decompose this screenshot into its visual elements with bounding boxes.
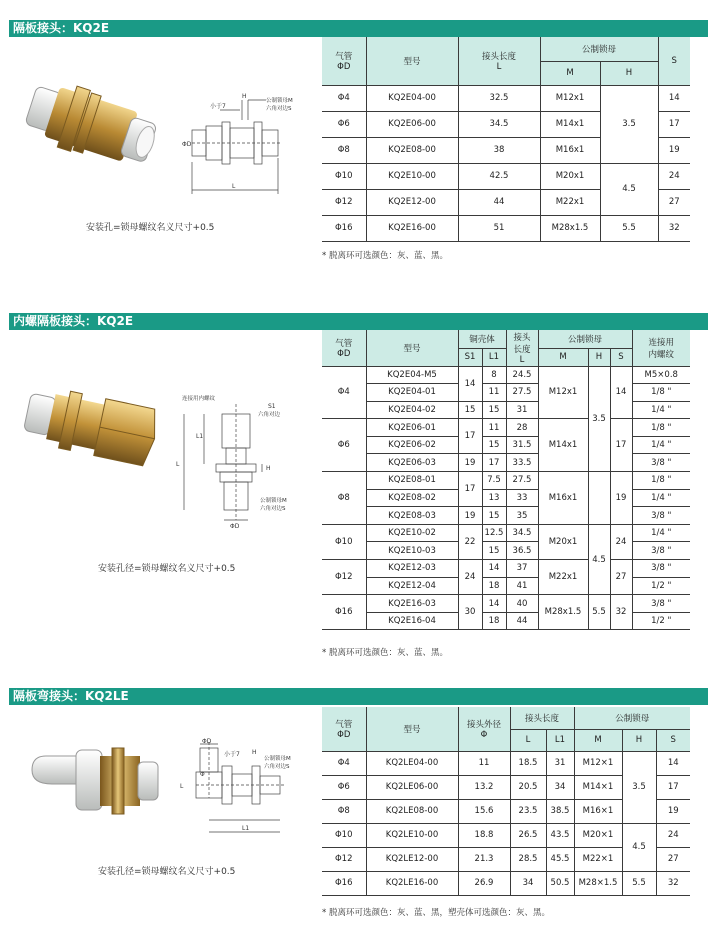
table-cell: Φ16 (322, 215, 366, 241)
table-cell: 18.5 (510, 751, 546, 775)
th-nut: 公制锁母 (538, 330, 632, 348)
table-row (322, 85, 690, 111)
table-cell: 27 (656, 847, 690, 871)
table-cell: 31.5 (506, 436, 538, 454)
table-cell: M22x1 (540, 189, 600, 215)
th-len: 接头长度 (510, 707, 574, 729)
table-cell: 24 (458, 560, 482, 595)
table-cell: 34.5 (506, 524, 538, 542)
section2-title: 内螺隔板接头：KQ2E (9, 313, 708, 330)
table-cell: 41 (506, 577, 538, 595)
table-row (322, 419, 690, 437)
h-cell: 3.5 (600, 85, 658, 163)
table-cell: 18 (482, 577, 506, 595)
table-row (322, 560, 690, 578)
label-D: ΦD (182, 141, 192, 148)
section3-spec-table (322, 707, 690, 896)
table-cell: 14 (656, 751, 690, 775)
table-cell: 17 (458, 419, 482, 454)
table-cell: 28.5 (510, 847, 546, 871)
table-cell: KQ2E04-00 (366, 85, 458, 111)
table-cell: 44 (458, 189, 540, 215)
table-cell: 45.5 (546, 847, 574, 871)
table-cell: 13 (482, 489, 506, 507)
table-cell: 27.5 (506, 384, 538, 402)
label-small7: 小于7 (210, 103, 226, 110)
section2-note: * 脱离环可选颜色：灰、蓝、黑。 (322, 648, 448, 658)
table-cell: 19 (658, 137, 690, 163)
table-cell: 15 (482, 436, 506, 454)
label-L: L (176, 461, 180, 468)
kq2e-dimension-drawing (180, 90, 300, 196)
table-cell: 38 (458, 137, 540, 163)
label-D: ΦD (230, 523, 240, 530)
table-cell: 15 (482, 507, 506, 525)
label-hexS: 六角对边S (260, 506, 286, 512)
kq2e-product-photo (20, 78, 160, 170)
table-cell: KQ2E06-02 (366, 436, 458, 454)
label-nut: 公制锁母M (266, 98, 293, 104)
table-cell: 20.5 (510, 775, 546, 799)
table-cell: KQ2E08-02 (366, 489, 458, 507)
th-H: H (588, 348, 610, 366)
table-row (322, 871, 690, 895)
label-L: L (180, 783, 184, 790)
section1-install-note: 安装孔=锁母螺纹名义尺寸+0.5 (86, 223, 215, 233)
table-cell: 3/8 " (632, 542, 690, 560)
table-cell: 34.5 (458, 111, 540, 137)
table-cell: 22 (458, 524, 482, 559)
table-cell: 13.2 (458, 775, 510, 799)
table-cell: Φ6 (322, 419, 366, 472)
table-cell: Φ16 (322, 595, 366, 630)
table-cell: M22×1 (574, 847, 622, 871)
table-cell: Φ8 (322, 472, 366, 525)
th-L: L (510, 729, 546, 751)
table-cell: Φ4 (322, 85, 366, 111)
table-cell: 1/2 " (632, 577, 690, 595)
table-cell: 17 (658, 111, 690, 137)
table-cell: M5×0.8 (632, 366, 690, 384)
th-tube: 气管 ΦD (322, 707, 366, 751)
table-cell: Φ10 (322, 163, 366, 189)
table-cell: 24 (610, 524, 632, 559)
table-cell: KQ2LE12-00 (366, 847, 458, 871)
table-cell: Φ10 (322, 524, 366, 559)
label-nut: 公制锁母M (260, 498, 287, 504)
th-S: S (610, 348, 632, 366)
table-cell: 30 (458, 595, 482, 630)
table-row (322, 472, 690, 490)
label-D: ΦD (202, 738, 212, 745)
table-cell: KQ2E12-03 (366, 560, 458, 578)
th-L1: L1 (546, 729, 574, 751)
table-cell: KQ2E16-04 (366, 612, 458, 630)
table-cell: KQ2LE08-00 (366, 799, 458, 823)
table-cell: M16x1 (540, 137, 600, 163)
table-cell: KQ2E08-03 (366, 507, 458, 525)
table-cell: KQ2E04-M5 (366, 366, 458, 384)
label-H: H (266, 465, 271, 472)
table-cell: 37 (506, 560, 538, 578)
table-cell: Φ4 (322, 751, 366, 775)
th-model: 型号 (366, 707, 458, 751)
table-cell: 5.5 (588, 595, 610, 630)
table-cell: 3/8 " (632, 595, 690, 613)
table-cell: Φ6 (322, 111, 366, 137)
th-L1: L1 (482, 348, 506, 366)
table-cell: 17 (482, 454, 506, 472)
table-cell: KQ2E16-03 (366, 595, 458, 613)
table-cell: KQ2E12-00 (366, 189, 458, 215)
th-length: 接头长度 L (458, 37, 540, 85)
table-row (322, 507, 690, 525)
table-cell: 14 (658, 85, 690, 111)
table-cell: KQ2LE04-00 (366, 751, 458, 775)
table-cell: 36.5 (506, 542, 538, 560)
label-S1: S1 (268, 403, 276, 410)
section1-spec-table (322, 37, 690, 242)
section1-title: 隔板接头：KQ2E (9, 20, 708, 37)
th-tube: 气管 ΦD (322, 37, 366, 85)
table-cell: 4.5 (588, 524, 610, 594)
table-row (322, 577, 690, 595)
table-cell: Φ16 (322, 871, 366, 895)
table-cell: 33.5 (506, 454, 538, 472)
th-od: 接头外径 Φ (458, 707, 510, 751)
table-cell: KQ2E06-00 (366, 111, 458, 137)
table-cell: M22x1 (538, 560, 588, 595)
label-hex: 六角对边S (264, 764, 290, 770)
table-cell: M20×1 (574, 823, 622, 847)
th-len: 接头 长度 L (506, 330, 538, 366)
table-cell: KQ2E10-02 (366, 524, 458, 542)
table-cell: 3.5 (622, 751, 656, 823)
table-cell: KQ2E10-03 (366, 542, 458, 560)
table-cell: 1/8 " (632, 384, 690, 402)
th-nut: 公制锁母 (540, 37, 658, 61)
th-M: M (538, 348, 588, 366)
table-cell: 1/4 " (632, 489, 690, 507)
table-cell: Φ8 (322, 799, 366, 823)
table-cell: 1/8 " (632, 472, 690, 490)
th-tube: 气管 ΦD (322, 330, 366, 366)
table-cell: M28x1.5 (538, 595, 588, 630)
th-conn: 连接用 内螺纹 (632, 330, 690, 366)
table-cell: 27.5 (506, 472, 538, 490)
table-cell: M20x1 (538, 524, 588, 559)
table-cell: 14 (458, 366, 482, 401)
th-model: 型号 (366, 37, 458, 85)
label-nut: 公制锁母M (264, 756, 291, 762)
table-cell: 42.5 (458, 163, 540, 189)
th-S1: S1 (458, 348, 482, 366)
table-cell: 50.5 (546, 871, 574, 895)
table-row (322, 454, 690, 472)
label-H: H (242, 93, 247, 100)
table-cell: 44 (506, 612, 538, 630)
table-row (322, 366, 690, 384)
table-cell: 33 (506, 489, 538, 507)
table-cell: KQ2LE06-00 (366, 775, 458, 799)
kq2e-female-dimension-drawing (176, 390, 306, 530)
section3-install-note: 安装孔径=锁母螺纹名义尺寸+0.5 (98, 867, 236, 877)
table-cell: 32 (610, 595, 632, 630)
table-cell: M28x1.5 (540, 215, 600, 241)
table-row (322, 524, 690, 542)
table-cell: M14x1 (540, 111, 600, 137)
table-row (322, 612, 690, 630)
th-body: 铜壳体 (458, 330, 506, 348)
table-cell (588, 472, 610, 525)
table-cell: 23.5 (510, 799, 546, 823)
table-cell: 14 (482, 595, 506, 613)
table-cell: M12×1 (574, 751, 622, 775)
table-cell: 11 (482, 419, 506, 437)
table-cell: KQ2LE10-00 (366, 823, 458, 847)
table-cell: 14 (610, 366, 632, 419)
table-cell: 24.5 (506, 366, 538, 384)
table-cell: 8 (482, 366, 506, 384)
th-S: S (656, 729, 690, 751)
table-cell: 3/8 " (632, 560, 690, 578)
th-H: H (622, 729, 656, 751)
table-cell: KQ2LE16-00 (366, 871, 458, 895)
table-cell: 1/8 " (632, 419, 690, 437)
section1-note: * 脱离环可选颜色：灰、蓝、黑。 (322, 251, 448, 261)
table-cell: M28×1.5 (574, 871, 622, 895)
table-cell: 26.5 (510, 823, 546, 847)
table-cell: 18 (482, 612, 506, 630)
table-row (322, 401, 690, 419)
table-row (322, 163, 690, 189)
table-row (322, 542, 690, 560)
table-cell: 26.9 (458, 871, 510, 895)
table-cell: KQ2E06-01 (366, 419, 458, 437)
table-cell: 11 (458, 751, 510, 775)
label-small7: 小于7 (224, 751, 240, 758)
table-cell: M16×1 (574, 799, 622, 823)
table-cell: Φ4 (322, 366, 366, 419)
table-cell: 34 (546, 775, 574, 799)
table-row (322, 595, 690, 613)
table-cell: 17 (458, 472, 482, 507)
h-cell: 4.5 (600, 163, 658, 215)
table-cell: 19 (458, 507, 482, 525)
label-hex: 六角对边S (266, 106, 292, 112)
table-cell: M20x1 (540, 163, 600, 189)
kq2e-female-product-photo (20, 380, 160, 470)
table-cell: 12.5 (482, 524, 506, 542)
table-cell: 1/4 " (632, 524, 690, 542)
section2-spec-table (322, 330, 690, 630)
table-cell: M16x1 (538, 472, 588, 525)
h-cell: 5.5 (600, 215, 658, 241)
section3-note: * 脱离环可选颜色：灰、蓝、黑，塑壳体可选颜色：灰、黑。 (322, 908, 550, 918)
table-cell: 18.8 (458, 823, 510, 847)
table-cell: 15 (482, 401, 506, 419)
label-thread: 连接用内螺纹 (182, 396, 216, 402)
table-cell: 1/4 " (632, 436, 690, 454)
table-cell: KQ2E10-00 (366, 163, 458, 189)
th-M: M (540, 61, 600, 85)
table-cell: 31 (546, 751, 574, 775)
kq2le-product-photo (22, 740, 162, 830)
table-cell: 28 (506, 419, 538, 437)
th-H: H (600, 61, 658, 85)
table-row (322, 215, 690, 241)
th-nut: 公制锁母 (574, 707, 690, 729)
label-L: L (232, 183, 236, 190)
table-cell: 19 (656, 799, 690, 823)
table-cell: 17 (610, 419, 632, 472)
table-cell: 1/2 " (632, 612, 690, 630)
table-cell: 24 (656, 823, 690, 847)
table-cell: 32 (658, 215, 690, 241)
table-cell: 32.5 (458, 85, 540, 111)
table-row (322, 751, 690, 775)
table-cell: KQ2E04-02 (366, 401, 458, 419)
table-cell: M14×1 (574, 775, 622, 799)
label-L1: L1 (242, 825, 250, 832)
label-L1: L1 (196, 433, 204, 440)
table-cell: 3/8 " (632, 454, 690, 472)
table-cell: M14x1 (538, 419, 588, 472)
table-row (322, 436, 690, 454)
section2-install-note: 安装孔径=锁母螺纹名义尺寸+0.5 (98, 564, 236, 574)
th-M: M (574, 729, 622, 751)
table-cell: 31 (506, 401, 538, 419)
table-cell: KQ2E08-01 (366, 472, 458, 490)
table-cell: 51 (458, 215, 540, 241)
table-cell: Φ12 (322, 847, 366, 871)
label-hex: 六角对边 (258, 412, 281, 418)
table-cell: 19 (458, 454, 482, 472)
table-cell: Φ12 (322, 189, 366, 215)
table-cell: 19 (610, 472, 632, 525)
table-cell: 3.5 (588, 366, 610, 472)
th-model: 型号 (366, 330, 458, 366)
table-cell: 15 (458, 401, 482, 419)
table-cell: 7.5 (482, 472, 506, 490)
table-cell: 5.5 (622, 871, 656, 895)
th-S: S (658, 37, 690, 85)
section3-title: 隔板弯接头：KQ2LE (9, 688, 708, 705)
table-cell: Φ12 (322, 560, 366, 595)
table-cell: Φ8 (322, 137, 366, 163)
table-cell: 21.3 (458, 847, 510, 871)
table-cell: Φ10 (322, 823, 366, 847)
table-row (322, 384, 690, 402)
table-row (322, 823, 690, 847)
table-cell: KQ2E06-03 (366, 454, 458, 472)
table-cell: KQ2E12-04 (366, 577, 458, 595)
label-phi: Φ (200, 771, 205, 778)
table-cell: M12x1 (540, 85, 600, 111)
table-cell: 11 (482, 384, 506, 402)
table-cell: 32 (656, 871, 690, 895)
table-cell: KQ2E08-00 (366, 137, 458, 163)
table-cell: 3/8 " (632, 507, 690, 525)
table-cell: M12x1 (538, 366, 588, 419)
table-cell: KQ2E16-00 (366, 215, 458, 241)
label-H: H (252, 749, 257, 756)
table-cell: 14 (482, 560, 506, 578)
table-row (322, 489, 690, 507)
table-cell: 17 (656, 775, 690, 799)
table-cell: 27 (658, 189, 690, 215)
table-cell: 43.5 (546, 823, 574, 847)
kq2le-dimension-drawing (176, 738, 306, 838)
table-cell: 35 (506, 507, 538, 525)
table-cell: 15 (482, 542, 506, 560)
table-cell: Φ6 (322, 775, 366, 799)
table-cell: 38.5 (546, 799, 574, 823)
table-cell: KQ2E04-01 (366, 384, 458, 402)
table-cell: 15.6 (458, 799, 510, 823)
table-cell: 4.5 (622, 823, 656, 871)
table-cell: 27 (610, 560, 632, 595)
table-cell: 34 (510, 871, 546, 895)
table-cell: 24 (658, 163, 690, 189)
table-cell: 40 (506, 595, 538, 613)
table-cell: 1/4 " (632, 401, 690, 419)
